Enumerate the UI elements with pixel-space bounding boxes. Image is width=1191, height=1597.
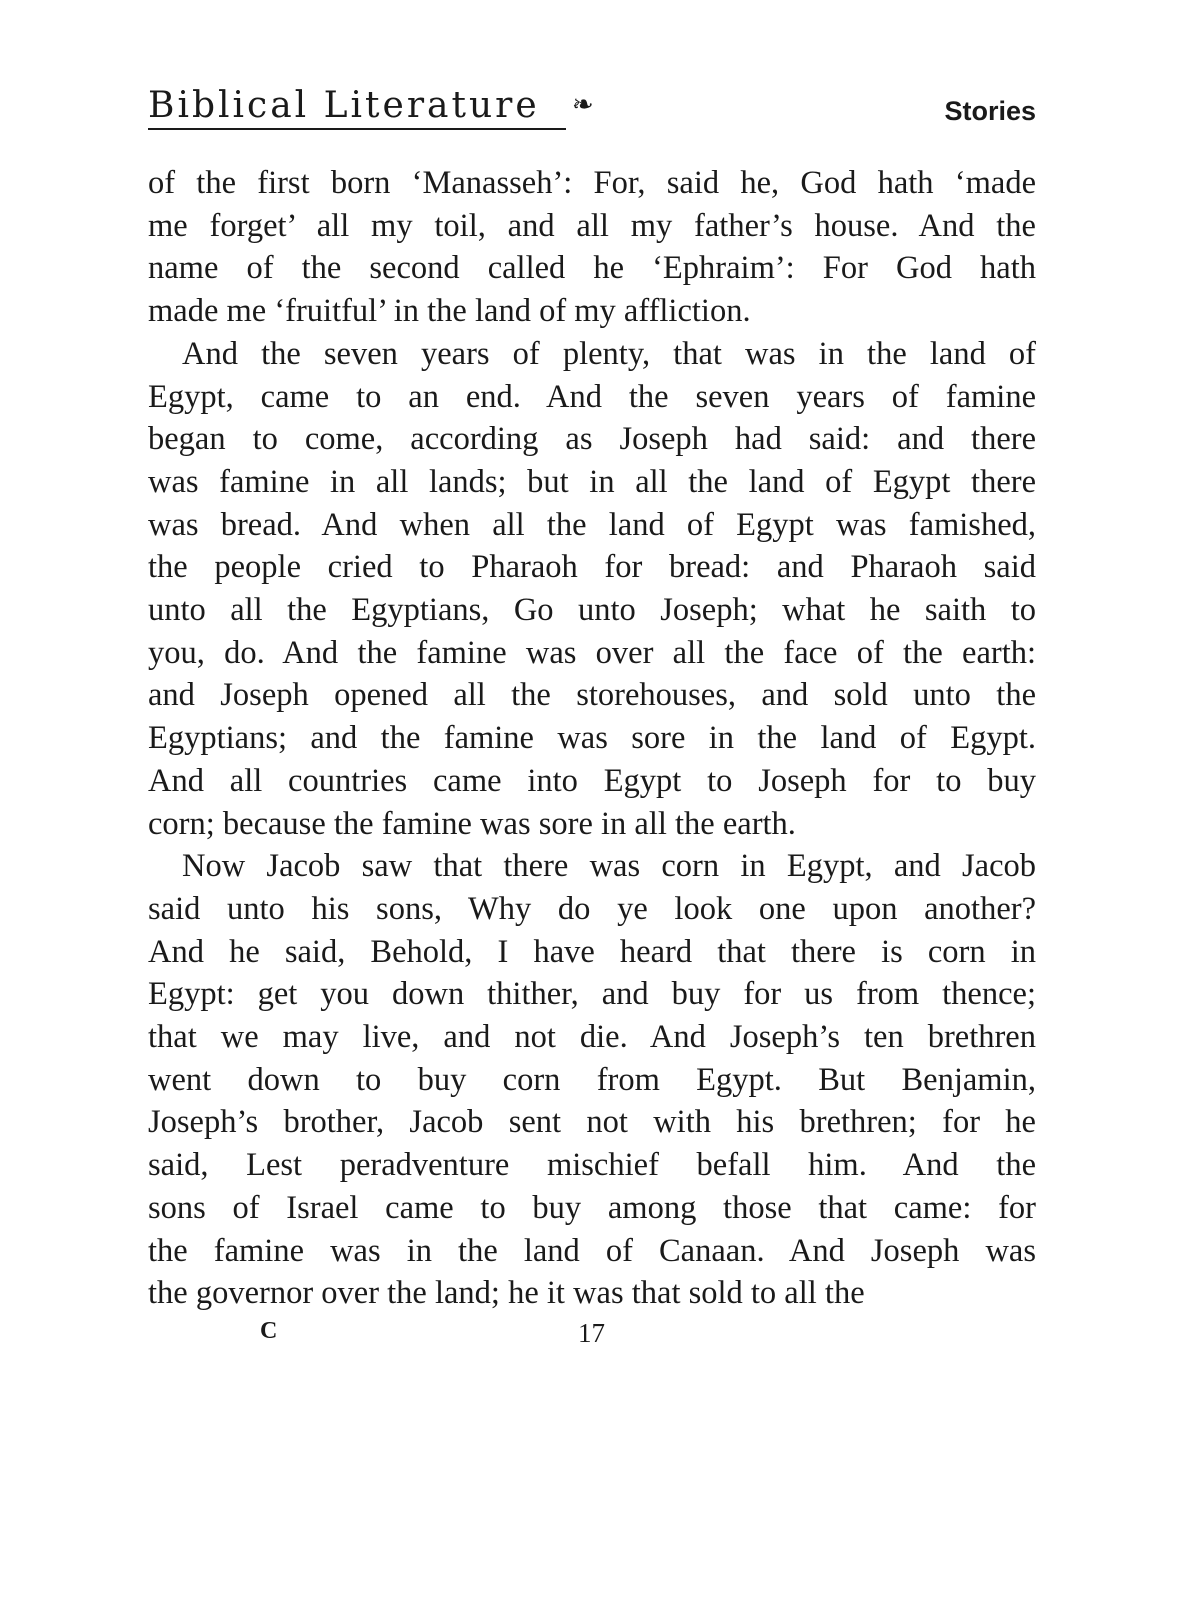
signature-mark: C: [260, 1318, 278, 1344]
text-line: Egypt: get you down thither, and buy for us from thence;: [148, 976, 1036, 1013]
text-line: that we may live, and not die. And Joseph’s ten brethren: [148, 1019, 1036, 1056]
text-line: made me ‘fruitful’ in the land of my affliction.: [148, 293, 751, 330]
paragraph: [148, 333, 1036, 845]
text-line: And the seven years of plenty, that was in the land of: [182, 335, 1036, 372]
text-line: Egypt, came to an end. And the seven years of famine: [148, 378, 1036, 415]
text-line: Joseph’s brother, Jacob sent not with his brethren; for he: [148, 1104, 1036, 1141]
paragraph: [148, 162, 1036, 333]
text-line: corn; because the famine was sore in all the earth.: [148, 805, 796, 842]
text-line: me forget’ all my toil, and all my father’s house. And the: [148, 207, 1036, 244]
body-text: [148, 162, 1036, 1315]
text-line: and Joseph opened all the storehouses, and sold unto the: [148, 677, 1036, 714]
text-line: And all countries came into Egypt to Joseph for to buy: [148, 762, 1036, 799]
text-line: name of the second called he ‘Ephraim’: For God hath: [148, 250, 1036, 287]
text-line: was famine in all lands; but in all the land of Egypt there: [148, 463, 1036, 500]
text-line: the people cried to Pharaoh for bread: and Pharaoh said: [148, 549, 1036, 586]
text-line: was bread. And when all the land of Egypt was famished,: [148, 506, 1036, 543]
text-line: began to come, according as Joseph had said: and there: [148, 421, 1036, 458]
running-head: [148, 84, 1036, 134]
text-line: you, do. And the famine was over all the face of the earth:: [148, 634, 1036, 671]
text-line: went down to buy corn from Egypt. But Benjamin,: [148, 1061, 1036, 1098]
paragraph: [148, 845, 1036, 1315]
text-line: said unto his sons, Why do ye look one upon another?: [148, 890, 1036, 927]
text-line: And he said, Behold, I have heard that there is corn in: [148, 933, 1036, 970]
running-head-rule: [148, 128, 566, 130]
text-line: the famine was in the land of Canaan. And Joseph was: [148, 1232, 1036, 1269]
text-line: sons of Israel came to buy among those that came: for: [148, 1189, 1036, 1226]
running-head-section: Stories: [944, 96, 1036, 126]
text-line: the governor over the land; he it was that sold to all the: [148, 1275, 865, 1312]
text-line: Egyptians; and the famine was sore in the land of Egypt.: [148, 720, 1036, 757]
text-line: Now Jacob saw that there was corn in Egypt, and Jacob: [182, 848, 1036, 885]
fleuron-icon: ❧: [572, 90, 594, 120]
text-line: unto all the Egyptians, Go unto Joseph; what he saith to: [148, 592, 1036, 629]
running-head-title: Biblical Literature: [148, 85, 540, 126]
page-number: 17: [578, 1318, 605, 1348]
text-line: said, Lest peradventure mischief befall him. And the: [148, 1147, 1036, 1184]
page-footer: [148, 1318, 1036, 1358]
text-line: of the first born ‘Manasseh’: For, said he, God hath ‘made: [148, 165, 1036, 201]
